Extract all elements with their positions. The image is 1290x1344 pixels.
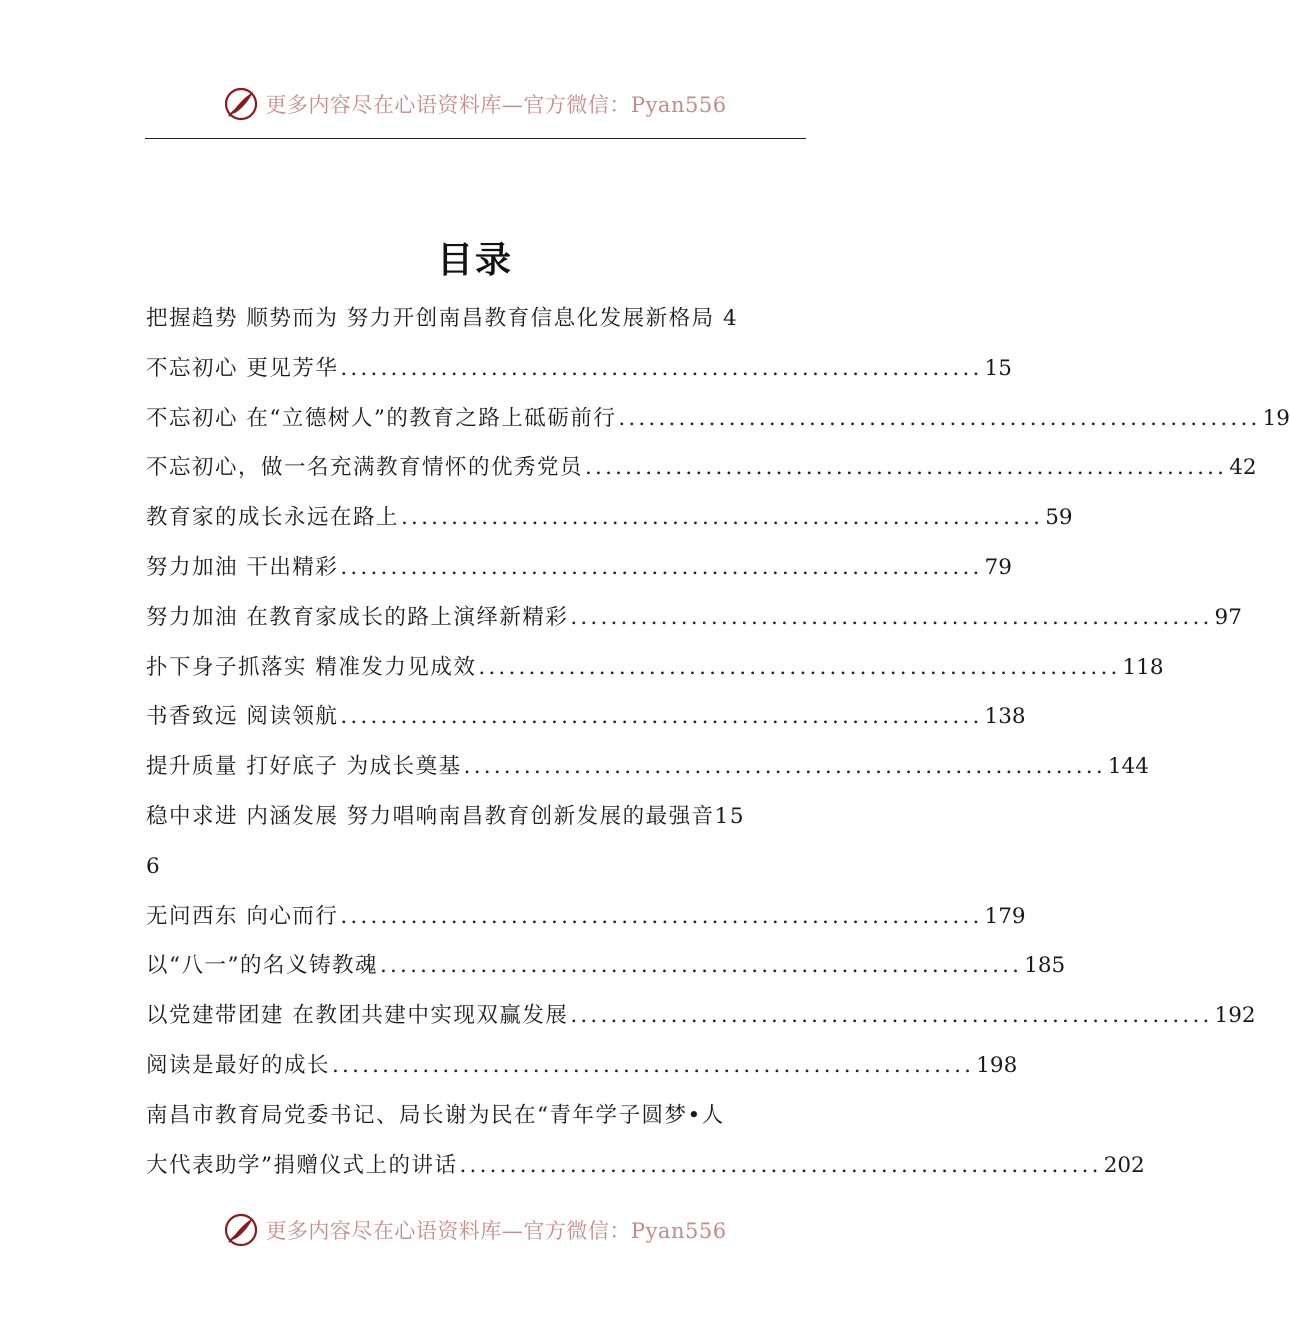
header-banner-text: 更多内容尽在心语资料库—官方微信：Pyan556 (265, 93, 727, 117)
toc-entry[interactable] (146, 294, 806, 344)
toc-entry-title: 扑下身子抓落实 精准发力见成效 (146, 654, 477, 680)
toc-entry-page: 138 (984, 704, 1026, 730)
toc-entry[interactable] (146, 593, 1242, 643)
toc-entry-page: 59 (1045, 505, 1073, 531)
toc-entry-continuation[interactable] (146, 1141, 1145, 1191)
toc-entry-title: 大代表助学”捐赠仪式上的讲话 (146, 1152, 458, 1178)
toc-entry-page: 192 (1214, 1003, 1256, 1029)
toc-entry[interactable] (146, 941, 1066, 991)
toc-entry-text: 把握趋势 顺势而为 努力开创南昌教育信息化发展新格局 4 (146, 306, 739, 331)
leader-dots: ................................................................ (478, 654, 1121, 680)
leader-dots: ................................................................ (570, 604, 1213, 630)
toc-entry-title: 努力加油 在教育家成长的路上演绎新精彩 (146, 604, 569, 630)
toc-entry[interactable] (146, 892, 1026, 942)
toc-entry-page: 15 (984, 355, 1012, 381)
toc-entry[interactable] (146, 443, 1257, 493)
footer-banner (0, 1210, 950, 1250)
leader-dots: ................................................................ (340, 903, 983, 929)
toc-entry-text: 6 (146, 853, 162, 879)
toc-entry-page: 185 (1024, 953, 1066, 979)
leader-dots: ................................................................ (463, 754, 1106, 780)
header-divider (145, 138, 806, 139)
toc-entry[interactable] (146, 742, 1149, 792)
leader-dots: ................................................................ (401, 505, 1044, 531)
toc-entry-page: 144 (1107, 754, 1149, 780)
toc-entry[interactable] (146, 1041, 1018, 1091)
leader-dots: ................................................................ (570, 1003, 1213, 1029)
toc-entry-page: 179 (984, 903, 1026, 929)
toc-entry-title: 以“八一”的名义铸教魂 (146, 953, 378, 979)
leader-dots: ................................................................ (379, 953, 1023, 979)
toc-entry[interactable] (146, 692, 1026, 742)
toc-entry-title: 阅读是最好的成长 (146, 1052, 331, 1078)
toc-entry[interactable] (146, 344, 1012, 394)
toc-entry-page: 42 (1229, 455, 1257, 481)
toc-entry[interactable] (146, 792, 806, 842)
toc-entry[interactable] (146, 1091, 806, 1141)
table-of-contents (146, 294, 1290, 1190)
toc-entry-title: 不忘初心，做一名充满教育情怀的优秀党员 (146, 455, 584, 481)
toc-entry-page: 202 (1103, 1152, 1145, 1178)
toc-entry-title: 以党建带团建 在教团共建中实现双赢发展 (146, 1003, 569, 1029)
toc-entry-title: 不忘初心 在“立德树人”的教育之路上砥砺前行 (146, 405, 617, 431)
toc-entry[interactable] (146, 643, 1164, 693)
toc-entry-page: 118 (1122, 654, 1164, 680)
toc-entry[interactable] (146, 991, 1256, 1041)
leader-dots: ................................................................ (340, 704, 983, 730)
leader-dots: ................................................................ (459, 1152, 1102, 1178)
quill-logo-icon (223, 86, 259, 122)
toc-entry-title: 书香致远 阅读领航 (146, 704, 339, 730)
toc-entry-text: 南昌市教育局党委书记、局长谢为民在“青年学子圆梦•人 (146, 1102, 725, 1128)
header-banner (0, 84, 950, 124)
leader-dots: ................................................................ (585, 455, 1228, 481)
toc-entry-continuation (146, 842, 806, 892)
toc-entry-title: 不忘初心 更见芳华 (146, 355, 339, 381)
toc-entry-page: 97 (1214, 604, 1242, 630)
toc-entry[interactable] (146, 493, 1073, 543)
toc-entry-title: 教育家的成长永远在路上 (146, 505, 400, 531)
leader-dots: ................................................................ (340, 554, 983, 580)
toc-entry-page: 79 (984, 554, 1012, 580)
toc-entry[interactable] (146, 394, 1290, 444)
page-title: 目录 (436, 240, 513, 281)
leader-dots: ................................................................ (332, 1052, 975, 1078)
footer-banner-text: 更多内容尽在心语资料库—官方微信：Pyan556 (265, 1219, 727, 1243)
toc-entry-title: 无问西东 向心而行 (146, 903, 339, 929)
toc-entry-page: 198 (976, 1052, 1018, 1078)
quill-logo-icon (223, 1212, 259, 1248)
leader-dots: ................................................................ (618, 405, 1261, 431)
leader-dots: ................................................................ (340, 355, 983, 381)
toc-entry[interactable] (146, 543, 1012, 593)
toc-entry-title: 努力加油 干出精彩 (146, 554, 339, 580)
toc-entry-text: 稳中求进 内涵发展 努力唱响南昌教育创新发展的最强音15 (146, 803, 746, 829)
toc-entry-page: 19 (1262, 405, 1290, 431)
toc-entry-title: 提升质量 打好底子 为成长奠基 (146, 754, 462, 780)
